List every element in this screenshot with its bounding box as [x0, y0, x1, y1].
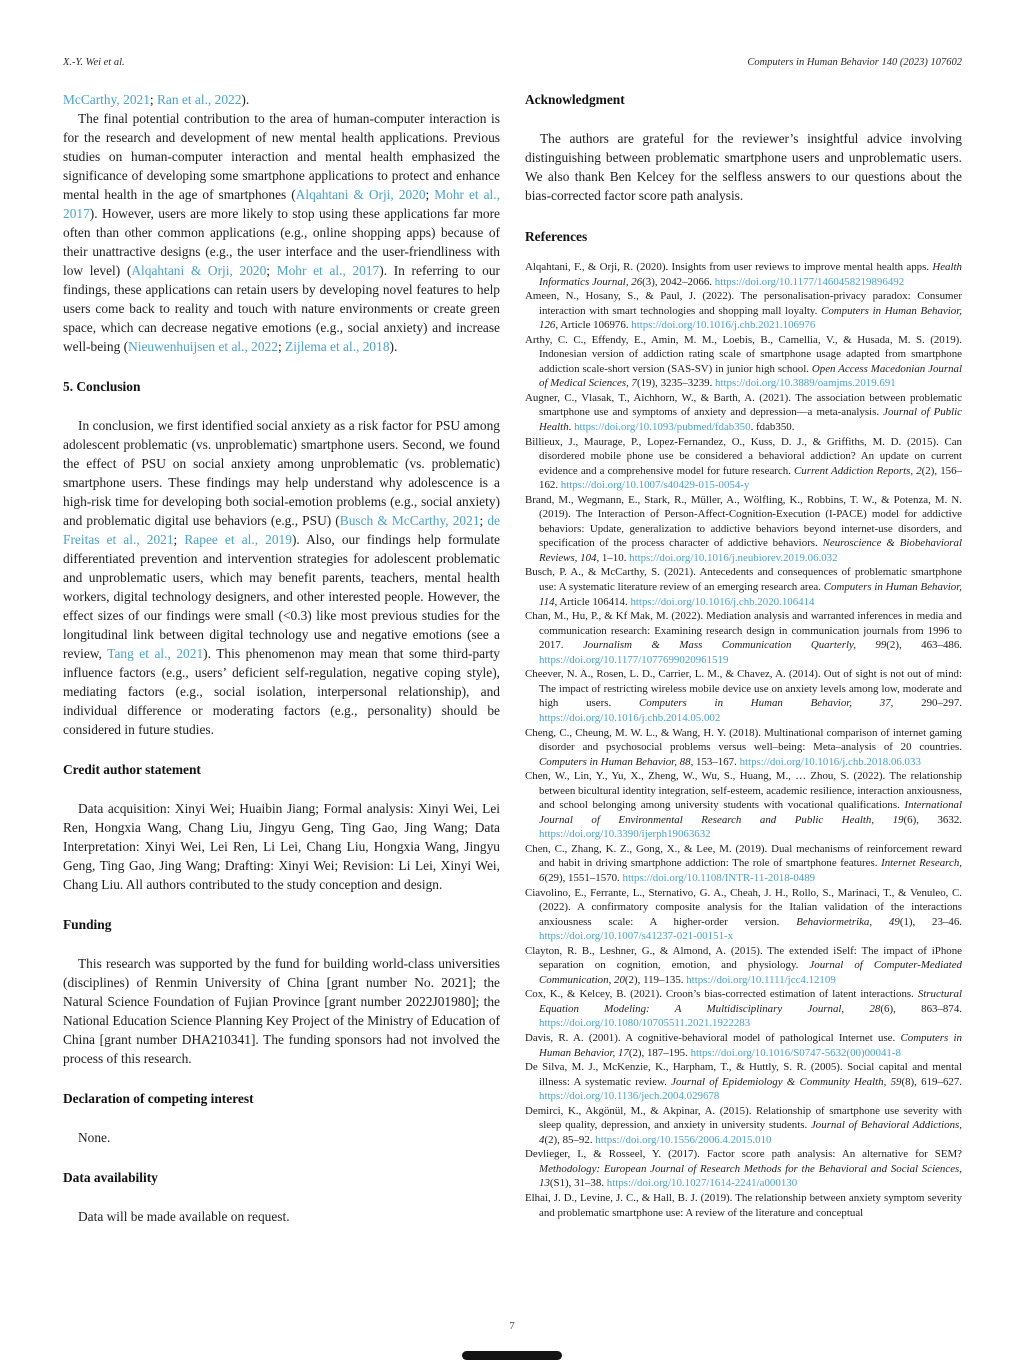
citation-link[interactable]: Mohr et al., 2017 [63, 187, 500, 221]
reference-text: (2), 156–162. [539, 464, 962, 492]
reference-text: (29), 1551–1570. [544, 871, 623, 884]
funding-heading: Funding [63, 917, 112, 932]
citation-link[interactable]: Busch & McCarthy, 2021 [339, 513, 480, 528]
reference-text: Computers in Human Behavior, 126 [539, 304, 962, 332]
text-run: ; [266, 263, 277, 278]
citation-link[interactable]: Nieuwenhuijsen et al., 2022 [128, 339, 278, 354]
citation-link[interactable]: Alqahtani & Orji, 2020 [295, 187, 426, 202]
reference-text: Chan, M., Hu, P., & Kf Mak, M. (2022). Mediation analysis and warranted inferences in media and communication research: Examining research design in communication journals from 1996 to 2017. [525, 610, 962, 652]
citation-link[interactable]: de Freitas et al., 2021 [63, 513, 500, 547]
text-run: ; [173, 532, 185, 547]
reference-text: (2), 463–486. [886, 639, 962, 652]
doi-link[interactable]: https://doi.org/10.1108/INTR-11-2018-0489 [622, 871, 816, 884]
reference-text: , Article 106976. [555, 319, 632, 332]
text-run: The authors are grateful for the reviewer’s insightful advice involving distinguishing between problematic smartphone users and unproblematic users. We also thank Ben Kelcey for the selfless answers to our questions about the bias-corrected factor score path analysis. [525, 131, 962, 203]
reference-text: Clayton, R. B., Leshner, G., & Almond, A. (2015). The extended iSelf: The impact of iPhone separation on cognition, emotion, and physiology. [525, 944, 962, 972]
reference-list [525, 260, 962, 1220]
reference-item [525, 493, 962, 566]
declaration-text: None. [78, 1130, 111, 1145]
running-author: X.-Y. Wei et al. [63, 57, 125, 68]
reference-text: Ciavolino, E., Ferrante, L., Sternativo, G. A., Cheah, J. H., Rollo, S., Marinaci, T., & Venuleo, C. (2022). A confirmatory composite analysis for the Italian validation of the interactions anxiousness scale: A higher-order version. [525, 886, 962, 928]
reference-text: . [568, 421, 575, 434]
reference-text: Internet Research, 6 [539, 857, 962, 884]
reference-item [525, 333, 962, 391]
text-run: ; [277, 339, 286, 354]
doi-link[interactable]: https://doi.org/10.1093/pubmed/fdab350 [574, 421, 751, 434]
left-column [63, 90, 500, 1226]
page-number: 7 [509, 1320, 515, 1332]
reference-text: Computers in Human Behavior, 88 [539, 755, 691, 768]
reference-text: (1), 23–46. [899, 915, 963, 928]
data-availability-text: Data will be made available on request. [78, 1209, 290, 1224]
reference-text: , 153–167. [690, 755, 740, 768]
funding-paragraph [63, 954, 500, 1068]
credit-author-heading: Credit author statement [63, 762, 201, 777]
reference-text: Cheng, C., Cheung, M. W. L., & Wang, H. Y. (2018). Multinational comparison of internet gaming disorder and psychosocial problems versus well–being: Meta–analysis of 20 countries. [525, 726, 962, 754]
doi-link[interactable]: https://doi.org/10.1016/S0747-5632(00)00041-8 [690, 1046, 901, 1059]
doi-link[interactable]: https://doi.org/10.1016/j.chb.2021.106976 [631, 319, 816, 332]
text-run: ). However, users are more likely to stop using these applications far more often than other common applications (e.g., online shopping apps) because of their unattractive designs (e.g., the user interface and the user-friendliness with low level) ( [63, 206, 500, 278]
conclusion-paragraph [63, 416, 500, 739]
reference-item [525, 987, 962, 1031]
data-availability-heading: Data availability [63, 1170, 158, 1185]
contribution-paragraph [63, 109, 500, 356]
citation-link[interactable]: Alqahtani & Orji, 2020 [131, 263, 267, 278]
doi-link[interactable]: https://doi.org/10.1177/1460458219896492 [714, 275, 905, 288]
reference-item [525, 726, 962, 770]
reference-text: Brand, M., Wegmann, E., Stark, R., Müller, A., Wölfling, K., Robbins, T. W., & Potenza, M. N. (2019). The Interaction of Person-Affect-Cognition-Execution (I-PACE) model for addictive behaviors: Update, generalization to addictive behaviors beyond internet-use disorders, and specification of the process character of addictive behaviors. [525, 493, 962, 550]
reference-item [525, 769, 962, 842]
doi-link[interactable]: https://doi.org/10.1027/1614-2241/a000130 [606, 1177, 798, 1190]
reference-text: Journal of Epidemiology & Community Health, 59 [671, 1075, 902, 1088]
reference-item [525, 260, 962, 289]
reference-item [525, 1060, 962, 1104]
reference-text: Chen, C., Zhang, K. Z., Gong, X., & Lee, M. (2019). Dual mechanisms of reinforcement reward and habit in driving smartphone addiction: The role of smartphone features. [525, 842, 962, 870]
doi-link[interactable]: https://doi.org/10.1007/s40429-015-0054-y [560, 479, 750, 492]
references-heading: References [525, 229, 588, 244]
reference-item [525, 944, 962, 988]
reference-item [525, 609, 962, 667]
right-column [525, 90, 962, 1226]
text-run: ; [479, 513, 488, 528]
two-column-body [63, 90, 962, 1226]
reference-text: Structural Equation Modeling: A Multidisciplinary Journal, 28 [539, 988, 962, 1015]
doi-link[interactable]: https://doi.org/10.1016/j.chb.2018.06.033 [739, 755, 921, 768]
reference-item [525, 1031, 962, 1060]
text-run: The final potential contribution to the area of human-computer interaction is for the research and development of new mental health applications. Previous studies on human-computer interaction and mental health emphasized the significance of developing some smartphone applications to protect and enhance mental health in the age of smartphones ( [63, 111, 500, 202]
reference-text: . fdab350. [750, 421, 795, 434]
reference-item [525, 1191, 962, 1220]
reference-text: , 1–10. [596, 551, 630, 564]
doi-link[interactable]: https://doi.org/10.1016/j.chb.2014.05.002 [539, 711, 721, 724]
text-run: ; [149, 92, 157, 107]
citation-link[interactable]: Mohr et al., 2017 [276, 263, 380, 278]
credit-author-paragraph [63, 799, 500, 894]
reference-text: Chen, W., Lin, Y., Yu, X., Zheng, W., Wu, S., Huang, M., … Zhou, S. (2022). The relationship between bicultural identity integration, self-esteem, academic resilience, interaction anxiousness, and school belonging among university students with vocational qualifications. [525, 770, 962, 812]
doi-link[interactable]: https://doi.org/10.1016/j.neubiorev.2019.06.032 [629, 551, 838, 564]
reference-text: Computers in Human Behavior, 114 [539, 581, 962, 608]
text-run: ). [389, 339, 398, 354]
reference-text: Augner, C., Vlasak, T., Aichhorn, W., & Barth, A. (2021). The association between problematic smartphone use and symptoms of anxiety and depression—a meta-analysis. [525, 391, 962, 419]
reference-item [525, 667, 962, 725]
reference-text: Arthy, C. C., Effendy, E., Amin, M. M., Loebis, B., Camellia, V., & Husada, M. S. (2019). Indonesian version of addiction rating scale of smartphone usage adapted from smartphone addiction scale-short version (SAS-SV) in junior high school. [525, 333, 962, 375]
reference-text: Open Access Macedonian Journal of Medical Sciences, 7 [539, 362, 963, 390]
doi-link[interactable]: https://doi.org/10.1136/jech.2004.029678 [539, 1090, 720, 1103]
reference-text: Current Addiction Reports, 2 [794, 464, 922, 477]
reference-text: Elhai, J. D., Levine, J. C., & Hall, B. J. (2019). The relationship between anxiety symptom severity and problematic smartphone use: A review of the literature and conceptual [525, 1192, 962, 1219]
reference-text: Journal of Behavioral Addictions, 4 [539, 1119, 962, 1146]
reference-text: , 290–297. [890, 697, 962, 710]
reference-text: Cox, K., & Kelcey, B. (2021). Croon’s bias-corrected estimation of latent interactions. [525, 988, 918, 1001]
text-run: Data acquisition: Xinyi Wei; Huaibin Jiang; Formal analysis: Xinyi Wei, Lei Ren, Hongxia Wang, Chang Liu, Jingyu Geng, Ting Gao, Jing Wang; Data Interpretation: Xinyi Wei, Lei Ren, Li Lei, Chang Liu, Hongxia Wang, Jingyu Geng, Ting Gao, Jing Wang; Drafting: Xinyi Wei; Revision: Li Lei, Xinyi Wei, Chang Liu. All authors contributed to the study conception and design. [63, 801, 500, 892]
doi-link[interactable]: https://doi.org/10.1007/s41237-021-00151-x [539, 930, 734, 943]
reference-text: (8), 619–627. [901, 1075, 963, 1088]
reference-text: (6), 863–874. [880, 1002, 962, 1015]
reference-text: Computers in Human Behavior, 17 [539, 1031, 962, 1059]
reference-text: Ameen, N., Hosany, S., & Paul, J. (2022). The personalisation-privacy paradox: Consumer interaction with smart technologies and shopping mall loyalty. [525, 290, 962, 317]
citation-link[interactable]: McCarthy, 2021 [63, 92, 150, 107]
reference-text: Davis, R. A. (2001). A cognitive-behavioral model of pathological Internet use. [525, 1031, 901, 1044]
home-indicator[interactable] [462, 1351, 562, 1360]
reference-text: Demirci, K., Akgönül, M., & Akpinar, A. (2015). Relationship of smartphone use severity with sleep quality, depression, and anxiety in university students. [525, 1104, 962, 1132]
doi-link[interactable]: https://doi.org/10.1556/2006.4.2015.010 [595, 1133, 772, 1146]
reference-text: Methodology: European Journal of Research Methods for the Behavioral and Social Sciences, 13 [539, 1162, 962, 1190]
running-header [63, 57, 962, 68]
reference-text: Alqahtani, F., & Orji, R. (2020). Insights from user reviews to improve mental health apps. [525, 261, 933, 273]
citation-link[interactable]: Zijlema et al., 2018 [285, 339, 390, 354]
reference-text: Cheever, N. A., Rosen, L. D., Carrier, L. M., & Chavez, A. (2014). Out of sight is not out of mind: The impact of restricting wireless mobile device use on anxiety levels among low, moderate and high users. [525, 668, 962, 710]
reference-text: (2), 119–135. [624, 973, 687, 986]
text-run: ). [241, 92, 250, 107]
acknowledgment-paragraph [525, 129, 962, 205]
reference-item [525, 435, 962, 493]
citation-link[interactable]: Ran et al., 2022 [156, 92, 242, 107]
reference-text: , Article 106414. [554, 595, 631, 608]
reference-text: Busch, P. A., & McCarthy, S. (2021). Antecedents and consequences of problematic smartphone use: A systematic literature review of an emerging research area. [525, 566, 962, 594]
citation-link[interactable]: Tang et al., 2021 [107, 646, 204, 661]
reference-text: Billieux, J., Maurage, P., Lopez-Fernandez, O., Kuss, D. J., & Griffiths, M. D. (2015). Can disordered mobile phone use be considered a behavioral addiction? An update on current evidence and a comprehensive model for future research. [525, 435, 962, 477]
text-run: ). Also, our findings help formulate differentiated prevention and intervention strategies for adolescent problematic and unproblematic users, which may benefit parents, teachers, mental health workers, digital technology designers, and other interested people. However, the effect sizes of our findings were small (<0.3) like most previous studies for the longitudinal link between digital technology use and negative emotions (see a review, [63, 532, 500, 661]
reference-item [525, 886, 962, 944]
intro-continuation-paragraph [63, 90, 500, 109]
doi-link[interactable]: https://doi.org/10.1080/10705511.2021.1922283 [539, 1017, 751, 1030]
reference-text: Journal of Public Health [539, 406, 963, 434]
reference-text: (6), 3632. [903, 813, 962, 826]
reference-text: (19), 3235–3239. [636, 377, 716, 390]
reference-text: Health Informatics Journal, 26 [539, 261, 962, 288]
reference-item [525, 1147, 962, 1191]
reference-item [525, 1104, 962, 1148]
reference-text: Computers in Human Behavior, 37 [638, 697, 891, 710]
reference-text: International Journal of Environmental Research and Public Health, 19 [539, 799, 962, 826]
journal-citation: Computers in Human Behavior 140 (2023) 107602 [747, 57, 962, 68]
reference-text: (S1), 31–38. [549, 1177, 607, 1190]
citation-link[interactable]: Rapee et al., 2019 [184, 532, 292, 547]
reference-text: Neuroscience & Biobehavioral Reviews, 104 [539, 537, 962, 564]
page-footer [0, 1320, 1024, 1332]
reference-text: (2), 85–92. [544, 1133, 596, 1146]
reference-text: (2), 187–195. [628, 1046, 691, 1059]
text-run: ). This phenomenon may mean that some third-party influence factors (e.g., users’ deficient self-regulation, negative coping style), mediating factors (e.g., social isolation, interpersonal relationship), and individual difference or moderating factors (e.g., personality) should be considered in future studies. [63, 646, 501, 737]
doi-link[interactable]: https://doi.org/10.3889/oamjms.2019.691 [715, 377, 896, 390]
reference-text: De Silva, M. J., McKenzie, K., Harpham, T., & Huttly, S. R. (2005). Social capital and mental illness: A systematic review. [525, 1061, 962, 1088]
declaration-heading: Declaration of competing interest [63, 1091, 254, 1106]
reference-text: Devlieger, I., & Rosseel, Y. (2017). Factor score path analysis: An alternative for SEM? [525, 1148, 962, 1161]
acknowledgment-heading: Acknowledgment [525, 92, 625, 107]
doi-link[interactable]: https://doi.org/10.1111/jcc4.12109 [686, 973, 836, 986]
reference-item [525, 842, 962, 886]
reference-item [525, 391, 962, 435]
reference-item [525, 565, 962, 609]
text-run: ). In referring to our findings, these applications can retain users by developing novel features to help users come back to reality and touch with nature environments or create green space, which can decrease negative emotions (e.g., social anxiety) and increase well-being ( [63, 263, 500, 354]
doi-link[interactable]: https://doi.org/10.1016/j.chb.2020.106414 [630, 595, 815, 608]
conclusion-heading: 5. Conclusion [63, 379, 141, 394]
text-run: In conclusion, we first identified social anxiety as a risk factor for PSU among adolescent problematic (vs. unproblematic) smartphone users. Second, we found the effect of PSU on social anxiety among unproblematic (vs. problematic) smartphone users. These findings may help understand why adolescence is a high-risk time for developing both social-emotion problems (e.g., social anxiety) and problematic digital use behaviors (e.g., PSU) ( [63, 418, 500, 528]
reference-text: Behaviormetrika, 49 [796, 915, 900, 928]
reference-text: Journal of Computer-Mediated Communication, 20 [539, 959, 962, 986]
reference-text: (3), 2042–2066. [642, 275, 715, 288]
doi-link[interactable]: https://doi.org/10.1177/1077699020961519 [539, 653, 729, 666]
text-run: ; [425, 187, 435, 202]
text-run: This research was supported by the fund for building world-class universities (disciplines) of Renmin University of China [grant number No. 2021]; the Natural Science Foundation of Fujian Province [grant number 2022J01980]; the National Education Science Planning Key Project of the Ministry of Education of China [grant number DHA210341]. The funding sponsors had not involved the process of this research. [63, 956, 500, 1066]
doi-link[interactable]: https://doi.org/10.3390/ijerph19063632 [539, 828, 711, 841]
reference-text: Journalism & Mass Communication Quarterly, 99 [582, 639, 887, 652]
reference-item [525, 289, 962, 333]
